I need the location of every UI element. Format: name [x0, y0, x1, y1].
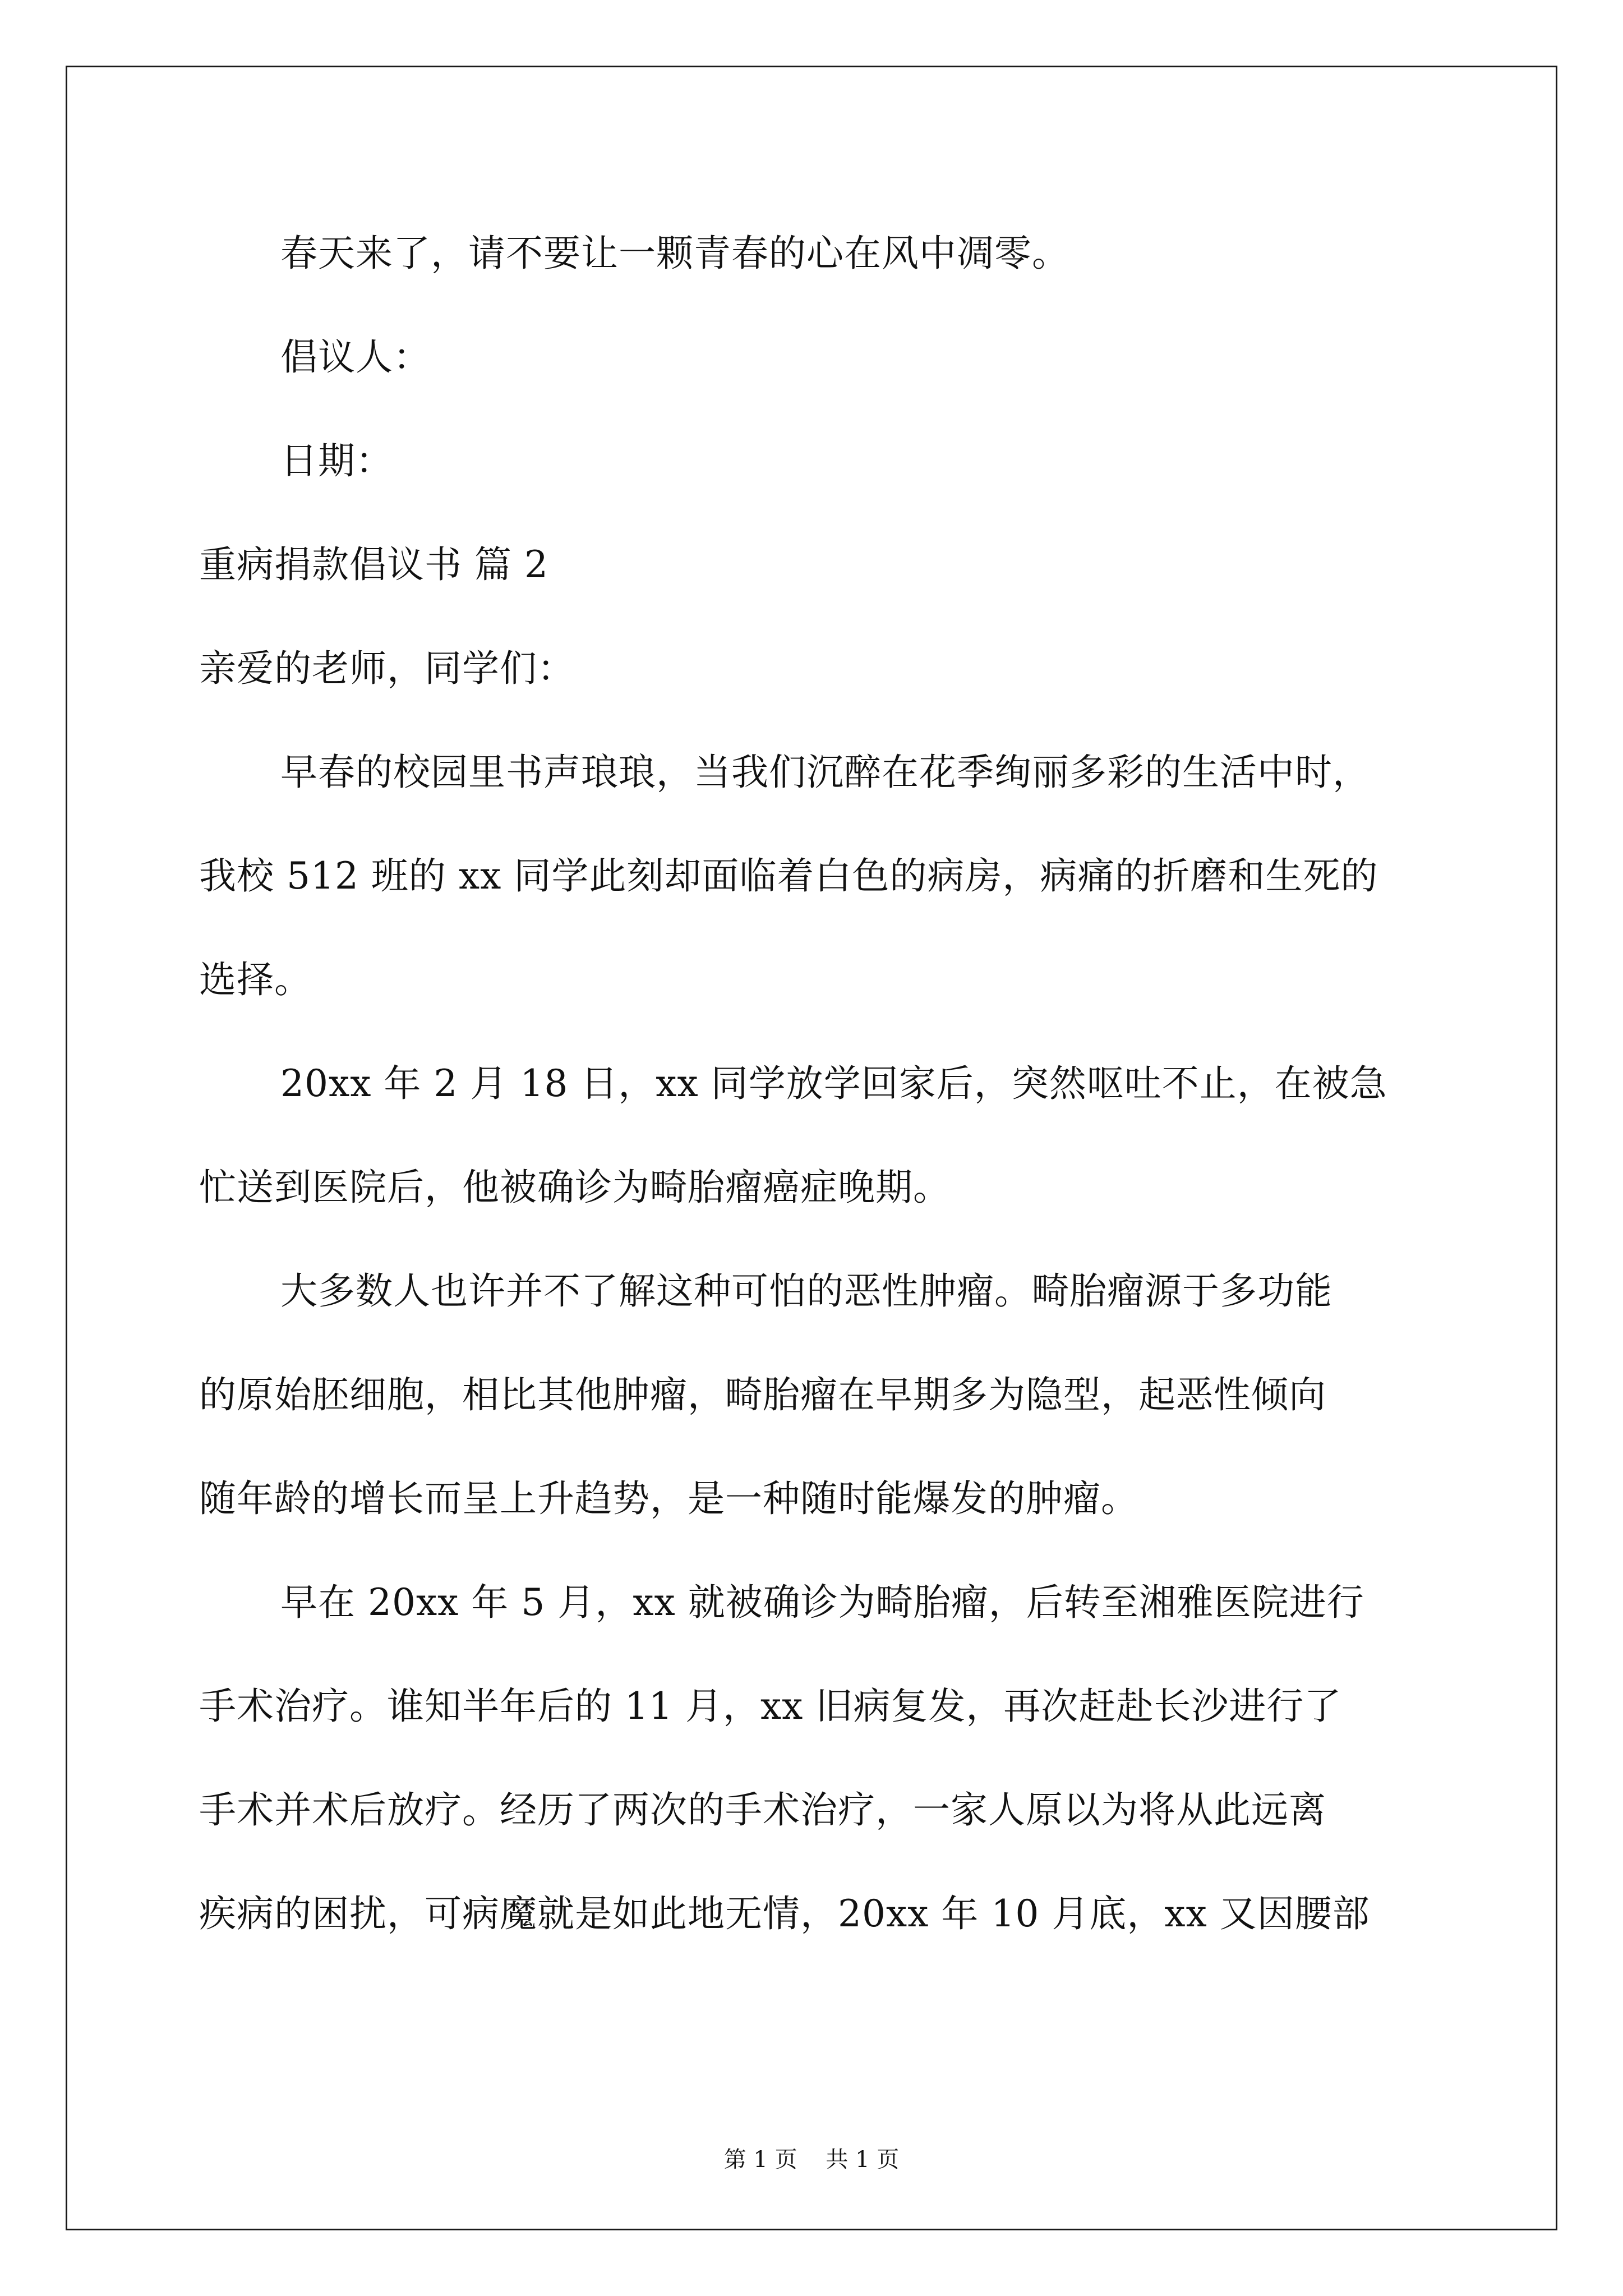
paragraph-4-line-2: 手术治疗。谁知半年后的 11 月，xx 旧病复发，再次赶赴长沙进行了	[199, 1685, 1342, 1728]
section-heading: 重病捐款倡议书 篇 2	[199, 543, 548, 586]
paragraph-2-line-1: 20xx 年 2 月 18 日，xx 同学放学回家后，突然呕吐不止，在被急	[280, 1062, 1387, 1105]
date-label: 日期：	[280, 439, 393, 482]
paragraph-2-line-2: 忙送到医院后，他被确诊为畸胎瘤癌症晚期。	[199, 1166, 951, 1209]
paragraph-4-line-1: 早在 20xx 年 5 月，xx 就被确诊为畸胎瘤，后转至湘雅医院进行	[280, 1581, 1364, 1624]
paragraph-4-line-3: 手术并术后放疗。经历了两次的手术治疗，一家人原以为将从此远离	[199, 1788, 1326, 1832]
proposer-label: 倡议人：	[280, 335, 431, 379]
paragraph-4-line-4: 疾病的困扰，可病魔就是如此地无情，20xx 年 10 月底，xx 又因腰部	[199, 1892, 1370, 1935]
salutation: 亲爱的老师，同学们：	[199, 647, 575, 690]
paragraph-1-line-1: 早春的校园里书声琅琅，当我们沉醉在花季绚丽多彩的生活中时，	[280, 751, 1370, 794]
paragraph-3-line-1: 大多数人也许并不了解这种可怕的恶性肿瘤。畸胎瘤源于多功能	[280, 1269, 1332, 1313]
page-footer: 第 1 页 共 1 页	[723, 2147, 900, 2173]
body-line-1: 春天来了，请不要让一颗青春的心在风中凋零。	[280, 232, 1069, 275]
paragraph-3-line-2: 的原始胚细胞，相比其他肿瘤，畸胎瘤在早期多为隐型，起恶性倾向	[199, 1373, 1326, 1416]
paragraph-1-line-2: 我校 512 班的 xx 同学此刻却面临着白色的病房，病痛的折磨和生死的	[199, 854, 1378, 898]
paragraph-3-line-3: 随年龄的增长而呈上升趋势，是一种随时能爆发的肿瘤。	[199, 1477, 1138, 1520]
paragraph-1-line-3: 选择。	[199, 958, 312, 1001]
